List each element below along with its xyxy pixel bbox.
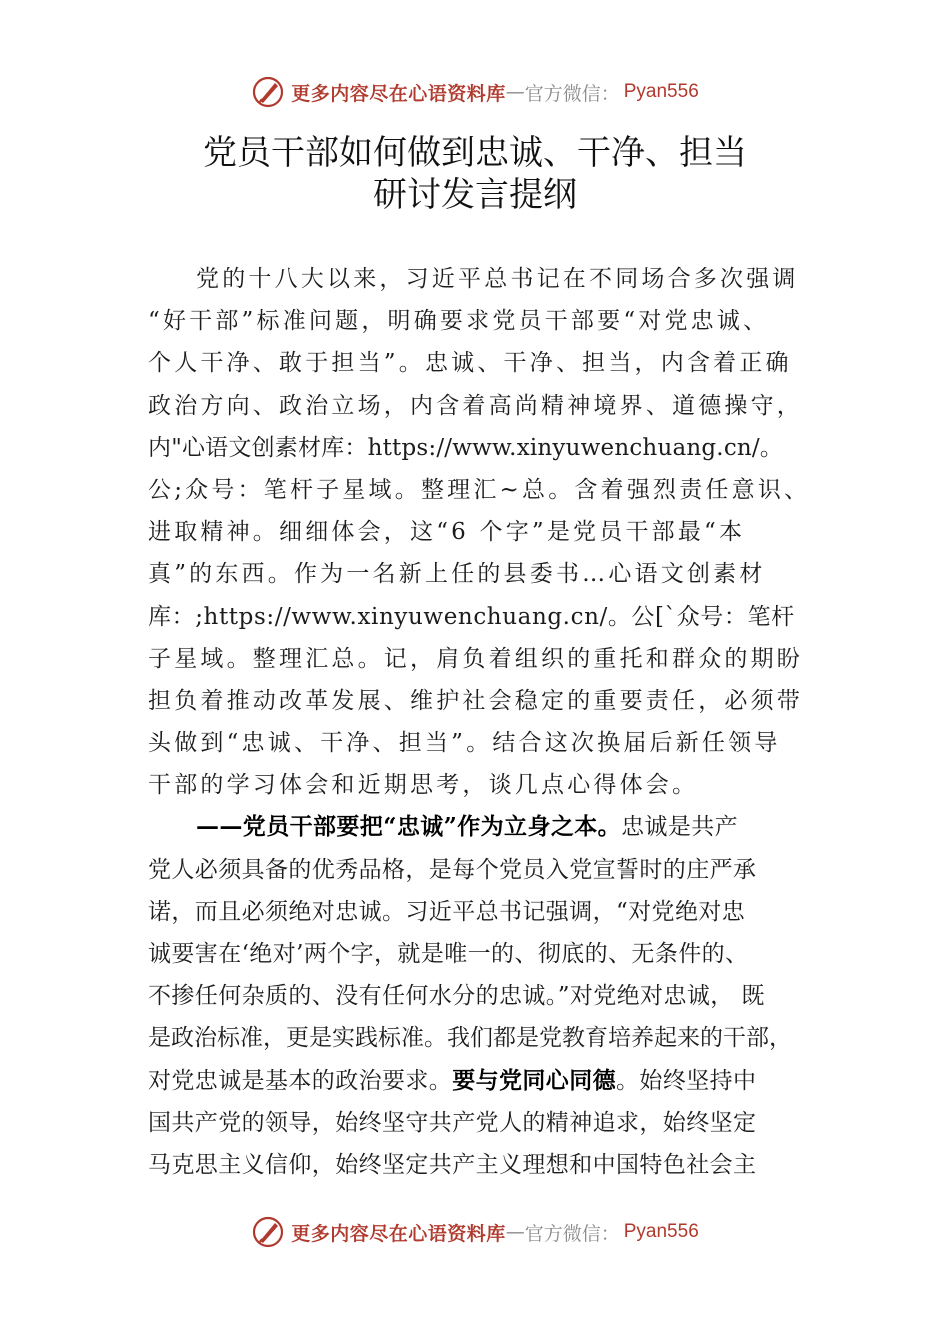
body-line: 马克思主义信仰，始终坚定共产主义理想和中国特色社会主 [148,1151,757,1178]
emphasis-same-heart: 要与党同心同德 [452,1066,617,1094]
body-text-fragment: 对党忠诚是基本的政治要求。 [148,1067,453,1094]
banner-label: 官方微信： [524,82,620,105]
header-banner [0,72,950,112]
body-line-with-emphasis [148,1060,848,1102]
document-title-line1: 党员干部如何做到忠诚、干净、担当 [203,133,747,173]
body-line: 是政治标准，更是实践标准。我们都是党教育培养起来的干部， [148,1025,792,1052]
banner-separator: — [505,1221,525,1243]
quill-logo-icon [251,1215,285,1249]
section-heading-line [148,806,848,848]
body-line: 内"心语文创素材库：https://www.xinyuwenchuang.cn/。 [148,434,784,461]
body-line: 头做到“忠诚、干净、担当”。结合这次换届后新任领导 [148,730,781,757]
body-line: 党人必须具备的优秀品格，是每个党员入党宣誓时的庄严承 [148,856,757,883]
body-line: 国共产党的领导，始终坚守共产党人的精神追求，始终坚定 [148,1109,757,1136]
body-line: 库：;https://www.xinyuwenchuang.cn/。公[`众号：笔杆 [148,603,795,630]
body-line: 子星域。整理汇总。记，肩负着组织的重托和群众的期盼 [148,645,803,672]
body-line: 不掺任何杂质的、没有任何水分的忠诚。”对党绝对忠诚， 既 [148,983,765,1010]
body-line: 党的十八大以来，习近平总书记在不同场合多次强调 [196,266,799,292]
body-line: 公;众号：笔杆子星域。整理汇~总。含着强烈责任意识、 [148,476,811,503]
document-body [148,258,848,1186]
body-line: 诺，而且必须绝对忠诚。习近平总书记强调，“对党绝对忠 [148,898,746,925]
body-text-fragment: 忠诚是共产 [621,814,739,841]
quill-logo-icon [251,75,285,109]
banner-label: 官方微信： [524,1222,620,1245]
banner-separator: — [505,81,525,103]
section-heading-loyalty: ——党员干部要把“忠诚”作为立身之本。 [196,813,622,841]
body-line: 进取精神。细细体会，这“6 个字”是党员干部最“本 [148,519,746,546]
body-line: 真”的东西。作为一名新上任的县委书…心语文创素材 [148,561,766,588]
body-line: “好干部”标准问题，明确要求党员干部要“对党忠诚、 [148,308,770,335]
body-line: 担负着推动改革发展、维护社会稳定的重要责任，必须带 [148,687,803,714]
banner-brand: 更多内容尽在心语资料库 [291,1222,506,1245]
footer-banner [0,1212,950,1252]
body-line: 个人干净、敢于担当”。忠诚、干净、担当，内含着正确 [148,350,792,377]
banner-wechat-id: Pyan556 [623,1221,699,1242]
banner-brand: 更多内容尽在心语资料库 [291,82,506,105]
body-line: 政治方向、政治立场，内含着高尚精神境界、道德操守， [148,392,803,419]
body-text-fragment: 。始终坚持中 [616,1067,757,1094]
document-title-line2: 研讨发言提纲 [373,175,577,215]
body-line: 诚要害在‘绝对’两个字，就是唯一的、彻底的、无条件的、 [148,941,749,967]
body-line: 干部的学习体会和近期思考，谈几点心得体会。 [148,772,699,799]
banner-wechat-id: Pyan556 [623,81,699,102]
